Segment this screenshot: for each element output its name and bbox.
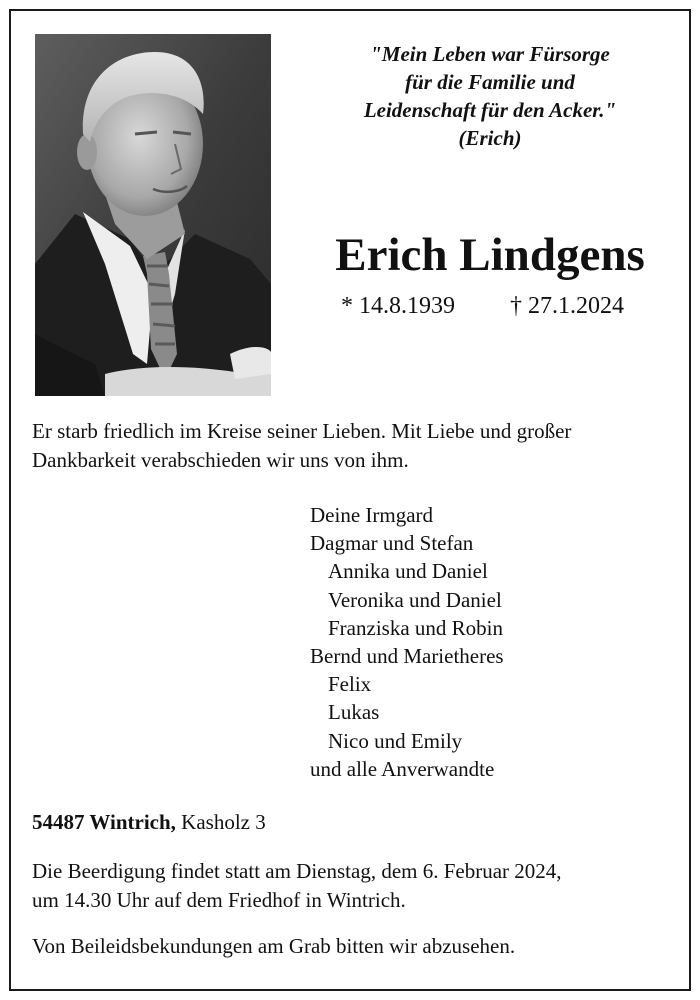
mourner: Felix bbox=[328, 672, 372, 697]
birth-date: * 14.8.1939 bbox=[341, 293, 455, 319]
quote-block bbox=[300, 40, 680, 152]
quote-line: "Mein Leben war Fürsorge bbox=[370, 42, 610, 66]
death-date: † 27.1.2024 bbox=[510, 293, 624, 319]
portrait-photo bbox=[35, 34, 271, 396]
mourner: Annika und Daniel bbox=[328, 559, 488, 584]
intro-text bbox=[32, 417, 682, 475]
mourner: Nico und Emily bbox=[328, 728, 463, 753]
mourner: und alle Anverwandte bbox=[310, 756, 495, 781]
quote-line: Leidenschaft für den Acker." bbox=[363, 98, 617, 122]
address-street: Kasholz 3 bbox=[181, 810, 266, 834]
funeral-line: um 14.30 Uhr auf dem Friedhof in Wintrich. bbox=[32, 888, 406, 912]
mourner: Lukas bbox=[328, 700, 380, 725]
mourner: Bernd und Marietheres bbox=[310, 644, 504, 669]
address-city: 54487 Wintrich, bbox=[32, 810, 176, 834]
intro-line: Dankbarkeit verabschieden wir uns von ihm. bbox=[32, 448, 409, 472]
mourner: Deine Irmgard bbox=[310, 503, 434, 527]
deceased-name: Erich Lindgens bbox=[335, 229, 645, 281]
quote-line: für die Familie und bbox=[405, 70, 575, 94]
quote-attribution: (Erich) bbox=[458, 126, 522, 150]
mourner: Dagmar und Stefan bbox=[310, 531, 474, 556]
closing-note: Von Beileidsbekundungen am Grab bitten wir abzusehen. bbox=[32, 934, 516, 958]
mourners-list bbox=[310, 501, 504, 783]
funeral-info bbox=[32, 857, 562, 915]
mourner: Franziska und Robin bbox=[328, 615, 503, 640]
mourner: Veronika und Daniel bbox=[328, 587, 502, 612]
intro-line: Er starb friedlich im Kreise seiner Lieben. Mit Liebe und großer bbox=[32, 419, 572, 443]
funeral-line: Die Beerdigung findet statt am Dienstag, dem 6. Februar 2024, bbox=[32, 859, 562, 883]
address bbox=[32, 808, 266, 836]
